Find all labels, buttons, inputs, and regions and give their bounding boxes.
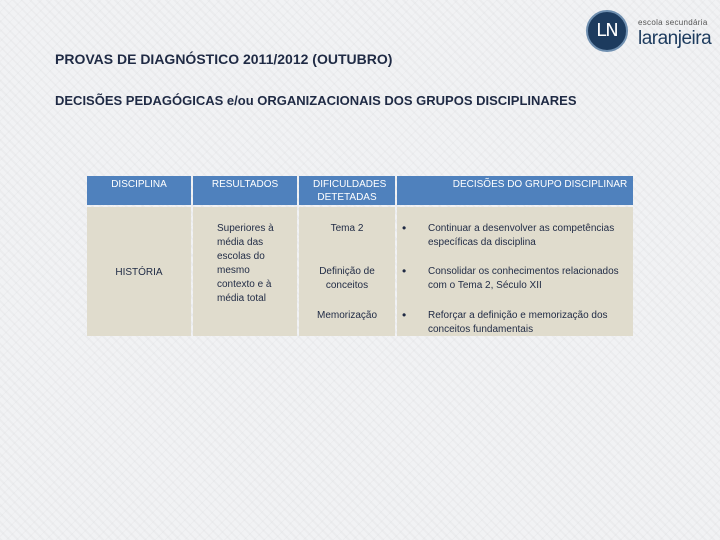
page-title: PROVAS DE DIAGNÓSTICO 2011/2012 (OUTUBRO) bbox=[55, 51, 393, 67]
school-logo bbox=[586, 10, 712, 54]
difficulty-1: Tema 2 bbox=[330, 223, 364, 234]
logo-name: laranjeira bbox=[638, 28, 712, 49]
logo-small-text: escola secundária bbox=[638, 18, 708, 27]
logo-mark: LN bbox=[586, 10, 628, 52]
cell-decisoes bbox=[397, 207, 633, 336]
page-subtitle: DECISÕES PEDAGÓGICAS e/ou ORGANIZACIONAIS DOS GRUPOS DISCIPLINARES bbox=[55, 93, 577, 108]
cell-dificuldades bbox=[299, 207, 395, 336]
decisions-table bbox=[87, 176, 633, 336]
decision-3: Reforçar a definição e memorização dos conceitos fundamentais bbox=[428, 310, 608, 335]
decision-1: Continuar a desenvolver as competências específicas da disciplina bbox=[428, 223, 615, 248]
discipline-name: HISTÓRIA bbox=[115, 267, 163, 278]
difficulty-3: Memorização bbox=[316, 310, 378, 321]
bullet-3: • bbox=[402, 308, 407, 322]
bullet-1: • bbox=[402, 221, 407, 235]
header-dificuldades: DIFICULDADES DETETADAS bbox=[299, 176, 395, 205]
difficulty-2: Definição de conceitos bbox=[319, 266, 375, 291]
header-resultados: RESULTADOS bbox=[193, 176, 297, 205]
cell-disciplina bbox=[87, 207, 191, 336]
result-text: Superiores à média das escolas do mesmo contexto e à média total bbox=[217, 223, 274, 304]
header-disciplina: DISCIPLINA bbox=[87, 176, 191, 205]
header-decisoes: DECISÕES DO GRUPO DISCIPLINAR bbox=[397, 176, 633, 205]
bullet-2: • bbox=[402, 264, 407, 278]
decision-2: Consolidar os conhecimentos relacionados com o Tema 2, Século XII bbox=[428, 266, 619, 291]
cell-resultados bbox=[193, 207, 297, 336]
